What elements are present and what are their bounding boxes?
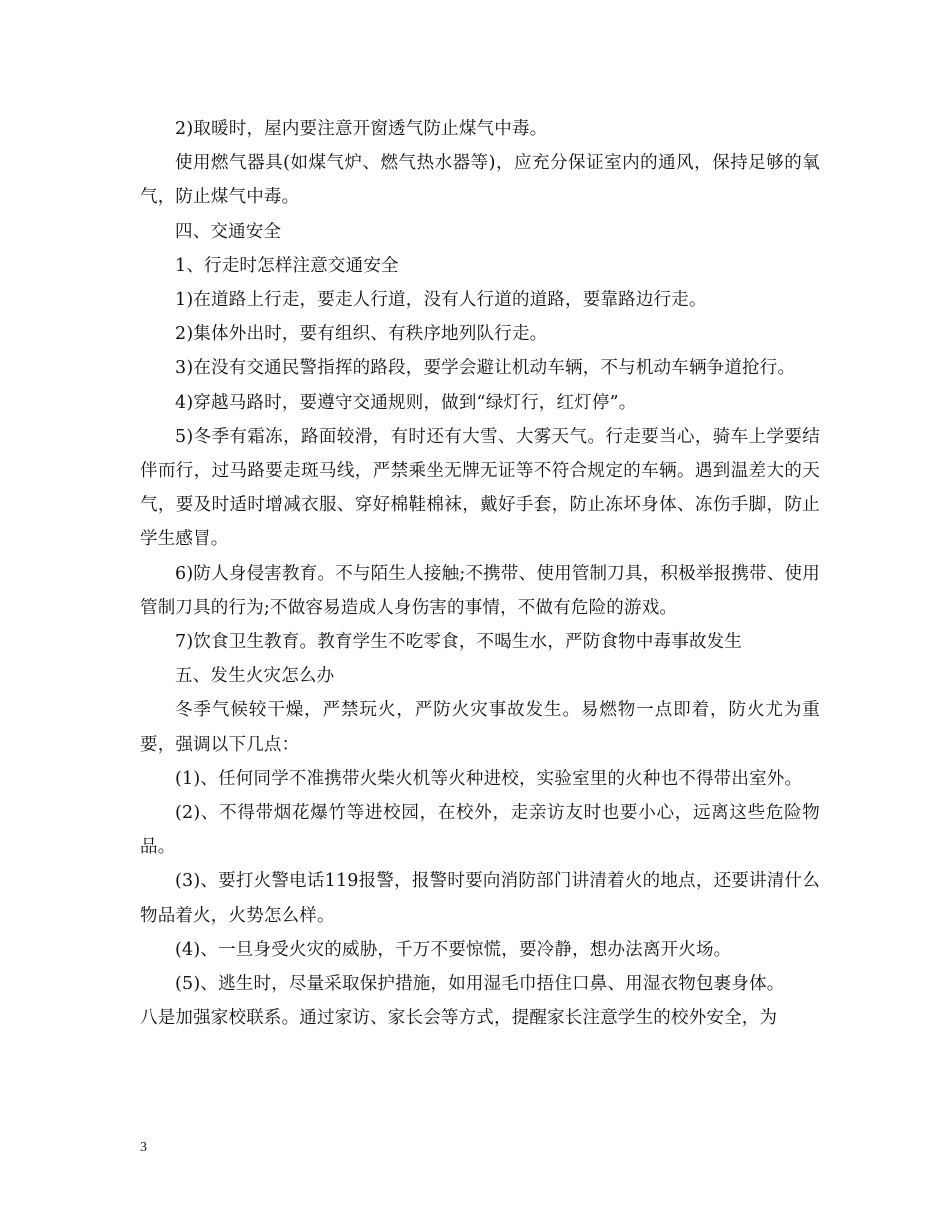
list-item: (3)、要打火警电话119报警，报警时要向消防部门讲清着火的地点，还要讲清什么物品着火，火势怎么样。 [140,871,820,926]
paragraph: 冬季气候较干燥，严禁玩火，严防火灾事故发生。易燃物一点即着，防火尤为重要，强调以下几点： [140,700,820,755]
list-item: (1)、任何同学不准携带火柴火机等火种进校，实验室里的火种也不得带出室外。 [175,768,803,789]
list-item: (2)、不得带烟花爆竹等进校园，在校外，走亲访友时也要小心，远离这些危险物品。 [140,803,820,858]
paragraph: 使用燃气器具(如煤气炉、燃气热水器等)，应充分保证室内的通风，保持足够的氧气，防止煤气中毒。 [140,153,820,208]
page-number: 3 [140,1140,147,1155]
paragraph: 7)饮食卫生教育。教育学生不吃零食，不喝生水，严防食物中毒事故发生 [175,632,743,653]
subsection-heading: 1、行走时怎样注意交通安全 [175,255,399,276]
document-body [140,112,820,1035]
paragraph: 3)在没有交通民警指挥的路段，要学会避让机动车辆，不与机动车辆争道抢行。 [175,358,796,379]
paragraph: 2)集体外出时，要有组织、有秩序地列队行走。 [175,324,548,345]
section-heading: 五、发生火灾怎么办 [175,666,335,687]
paragraph: 2)取暖时，屋内要注意开窗透气防止煤气中毒。 [175,119,548,139]
paragraph: 4)穿越马路时，要遵守交通规则，做到“绿灯行，红灯停”。 [175,392,637,413]
list-item: (5)、逃生时，尽量采取保护措施，如用湿毛巾捂住口鼻、用湿衣物包裹身体。 [175,974,785,995]
paragraph: 6)防人身侵害教育。不与陌生人接触;不携带、使用管制刀具，积极举报携带、使用管制刀具的行为;不做容易造成人身伤害的事情，不做有危险的游戏。 [140,563,820,618]
paragraph: 1)在道路上行走，要走人行道，没有人行道的道路，要靠路边行走。 [175,290,707,311]
section-heading: 四、交通安全 [175,221,282,242]
paragraph: 八是加强家校联系。通过家访、家长会等方式，提醒家长注意学生的校外安全，为 [140,1008,778,1029]
list-item: (4)、一旦身受火灾的威胁，千万不要惊慌，要冷静，想办法离开火场。 [175,939,732,960]
paragraph: 5)冬季有霜冻，路面较滑，有时还有大雪、大雾天气。行走要当心，骑车上学要结伴而行，过马路要走斑马线，严禁乘坐无牌无证等不符合规定的车辆。遇到温差大的天气，要及时适时增减衣服、穿好棉鞋棉袜，戴好手套，防止冻坏身体、冻伤手脚，防止学生感冒。 [140,426,820,550]
